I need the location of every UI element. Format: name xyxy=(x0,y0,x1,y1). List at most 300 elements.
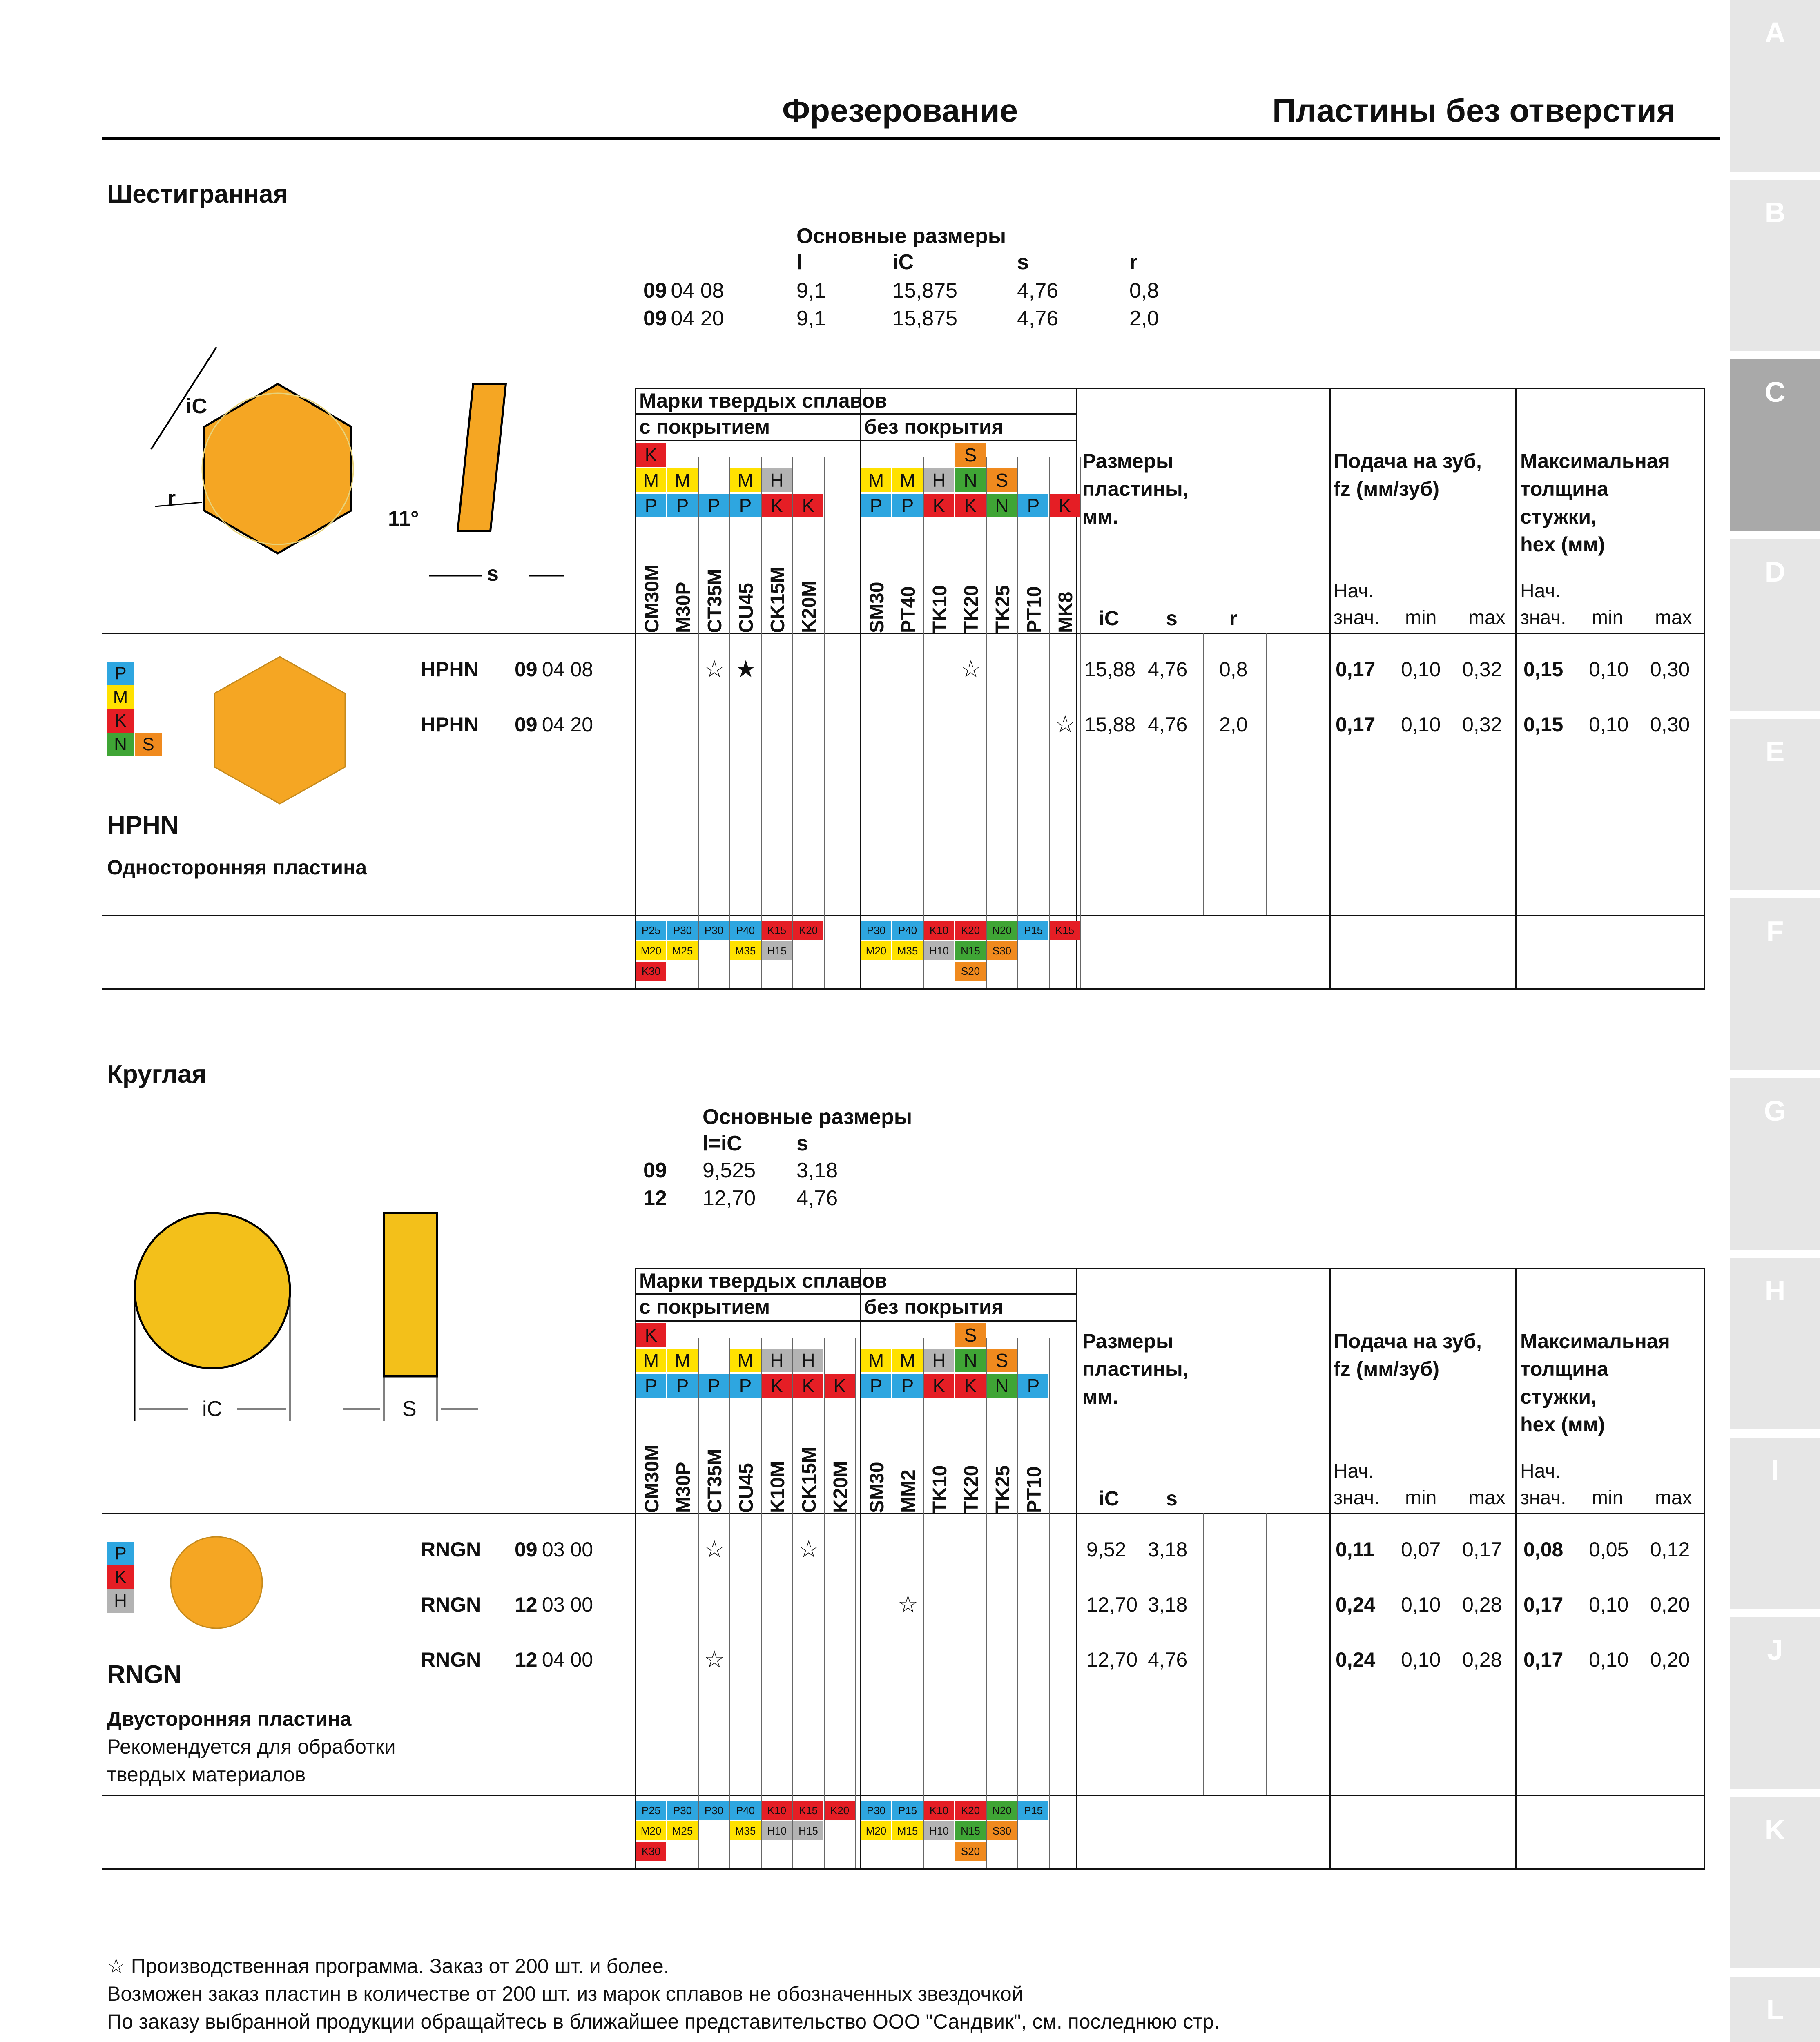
feed-title: fz (мм/зуб) xyxy=(1334,477,1440,500)
row-fz-min: 0,10 xyxy=(1401,1648,1441,1671)
grade-name: SM30 xyxy=(866,1462,888,1513)
iso-cell-M: M xyxy=(667,468,698,492)
chip-title: hex (мм) xyxy=(1520,533,1605,556)
grade-name: M30P xyxy=(673,582,694,633)
dim-ic-label-2: iC xyxy=(202,1397,223,1421)
dim-r-label: r xyxy=(167,486,176,510)
row-type: HPHN xyxy=(421,713,479,736)
iso-cell-P: P xyxy=(699,1374,729,1398)
row-r: 2,0 xyxy=(1219,713,1248,736)
iso-cell-K: K xyxy=(636,1323,666,1347)
grades-rule xyxy=(635,413,1076,415)
iso-cell-H: H xyxy=(924,468,954,492)
row-r: 0,8 xyxy=(1219,658,1248,681)
grade-mark: ☆ xyxy=(798,1536,819,1563)
dims-col: l=iC xyxy=(703,1132,742,1155)
iso-cell-K: K xyxy=(793,1374,823,1398)
dims-value: 9,1 xyxy=(796,279,826,303)
equiv-grade: P30 xyxy=(861,921,891,940)
row-h-max: 0,20 xyxy=(1650,1648,1690,1671)
row-code: 12 xyxy=(515,1648,538,1671)
iso-cell-P: P xyxy=(1018,494,1048,517)
iso-cell-M: M xyxy=(636,468,666,492)
grade-name: CM30M xyxy=(641,1444,663,1513)
grade-col-rule xyxy=(698,1338,699,1868)
dims-heading-2: Основные размеры xyxy=(703,1105,912,1129)
grade-name: TK10 xyxy=(929,585,951,633)
table-col-rule xyxy=(1515,1268,1517,1868)
row-code: 12 xyxy=(515,1593,538,1616)
row-h-min: 0,10 xyxy=(1589,713,1629,736)
row-type: HPHN xyxy=(421,658,479,681)
grade-mark: ☆ xyxy=(897,1591,919,1618)
chip-title: толщина xyxy=(1520,1358,1608,1380)
dims-col: iC xyxy=(892,250,914,274)
grade-col-rule xyxy=(729,457,730,988)
iso-cell-M: M xyxy=(730,1349,761,1372)
equiv-grade: P15 xyxy=(1018,1801,1048,1820)
dims-value: 15,875 xyxy=(892,307,958,330)
grade-name: K10M xyxy=(767,1460,789,1513)
table-header-rule xyxy=(102,1513,1705,1514)
equiv-grade: S20 xyxy=(955,1842,986,1861)
coated-title: с покрытием xyxy=(639,1295,770,1318)
equiv-grade: N15 xyxy=(955,1821,986,1840)
dims-code: 04 20 xyxy=(665,307,724,330)
iso-tag-H: H xyxy=(107,1589,134,1613)
iso-cell-P: P xyxy=(861,1374,891,1398)
iso-tag-P: P xyxy=(107,1542,134,1565)
table-body-rule xyxy=(102,1795,1705,1796)
row-h-max: 0,20 xyxy=(1650,1593,1690,1616)
iso-tag-K: K xyxy=(107,1565,134,1589)
table-col-rule xyxy=(1329,1268,1331,1868)
iso-cell-P: P xyxy=(699,494,729,517)
row-fz-min: 0,10 xyxy=(1401,1593,1441,1616)
grade-col-rule xyxy=(729,1338,730,1868)
dims-heading: Основные размеры xyxy=(796,224,1006,248)
tab-f[interactable]: F xyxy=(1730,898,1820,1070)
grade-name: K20M xyxy=(830,1460,852,1513)
row-h-min: 0,05 xyxy=(1589,1538,1629,1561)
grade-col-rule xyxy=(923,1338,924,1868)
grade-name: MK8 xyxy=(1055,591,1077,633)
row-fz-start: 0,17 xyxy=(1336,658,1376,681)
dims-col: l xyxy=(796,250,803,274)
dims-value: 4,76 xyxy=(1017,279,1059,303)
grade-col-rule xyxy=(1017,457,1018,988)
grade-name: M30P xyxy=(673,1462,694,1513)
grade-col-rule xyxy=(1080,457,1081,988)
equiv-grade: P40 xyxy=(730,1801,761,1820)
iso-cell-N: N xyxy=(955,1349,986,1372)
tab-b[interactable]: B xyxy=(1730,180,1820,351)
equiv-grade: P30 xyxy=(861,1801,891,1820)
row-code: 09 xyxy=(515,1538,538,1561)
grade-name: SM30 xyxy=(866,582,888,633)
feed-title: fz (мм/зуб) xyxy=(1334,1358,1440,1380)
equiv-grade: S30 xyxy=(987,1821,1017,1840)
iso-cell-H: H xyxy=(793,1349,823,1372)
row-h-max: 0,12 xyxy=(1650,1538,1690,1561)
grade-col-rule xyxy=(792,457,793,988)
row-fz-min: 0,10 xyxy=(1401,713,1441,736)
grade-col-rule xyxy=(824,1338,825,1868)
tab-a[interactable]: A xyxy=(1730,0,1820,172)
iso-cell-K: K xyxy=(762,494,792,517)
footnote-3: По заказу выбранной продукции обращайтесь в ближайшее представительство ООО "Сандвик", см. последнюю стр. xyxy=(107,2010,1220,2033)
iso-cell-M: M xyxy=(892,1349,923,1372)
tab-h[interactable]: H xyxy=(1730,1258,1820,1429)
equiv-grade: M25 xyxy=(667,1821,698,1840)
grade-col-rule xyxy=(824,457,825,988)
tab-k[interactable]: K xyxy=(1730,1797,1820,1968)
equiv-grade: K10 xyxy=(924,1801,954,1820)
iso-cell-H: H xyxy=(924,1349,954,1372)
header-rule xyxy=(102,137,1720,140)
row-code: 03 00 xyxy=(536,1538,593,1561)
start-label: знач. xyxy=(1520,607,1566,629)
equiv-grade: K15 xyxy=(793,1801,823,1820)
equiv-grade: M20 xyxy=(861,1821,891,1840)
grade-mark: ☆ xyxy=(960,656,981,682)
hphn-insert-icon xyxy=(210,653,349,805)
size-col-header: s xyxy=(1166,607,1178,630)
iso-cell-N: N xyxy=(987,1374,1017,1398)
iso-cell-P: P xyxy=(892,1374,923,1398)
row-fz-start: 0,24 xyxy=(1336,1648,1376,1671)
rngn-insert-icon xyxy=(167,1534,265,1632)
equiv-grade: K20 xyxy=(955,921,986,940)
grade-name: TK10 xyxy=(929,1465,951,1513)
size-col-rule xyxy=(1266,633,1267,915)
chip-title: Максимальная xyxy=(1520,450,1670,473)
grade-mark: ★ xyxy=(735,656,756,682)
start-label: знач. xyxy=(1520,1487,1566,1509)
size-col-header: s xyxy=(1166,1487,1178,1510)
iso-cell-P: P xyxy=(730,1374,761,1398)
size-col-rule xyxy=(1266,1513,1267,1795)
row-fz-max: 0,28 xyxy=(1462,1648,1502,1671)
grade-name: PT10 xyxy=(1024,1466,1045,1513)
row-h-min: 0,10 xyxy=(1589,658,1629,681)
insert-desc: твердых материалов xyxy=(107,1763,306,1786)
equiv-grade: M25 xyxy=(667,941,698,960)
equiv-grade: P15 xyxy=(1018,921,1048,940)
grade-col-rule xyxy=(1049,457,1050,988)
row-code: 04 00 xyxy=(536,1648,593,1671)
iso-cell-P: P xyxy=(667,1374,698,1398)
iso-tag-S: S xyxy=(135,733,162,756)
row-h-start: 0,17 xyxy=(1523,1593,1564,1616)
dims-col: s xyxy=(1017,250,1029,274)
equiv-grade: K10 xyxy=(924,921,954,940)
equiv-grade: H10 xyxy=(924,941,954,960)
insert-desc: Рекомендуется для обработки xyxy=(107,1735,396,1758)
table-col-rule xyxy=(1704,1268,1705,1868)
insert-name: RNGN xyxy=(107,1661,182,1689)
uncoated-title: без покрытия xyxy=(864,415,1004,438)
section-title-hex: Шестигранная xyxy=(107,180,288,208)
dims-value: 4,76 xyxy=(796,1186,838,1210)
grade-name: MM2 xyxy=(898,1469,919,1513)
min-label: min xyxy=(1592,607,1624,629)
equiv-grade: P40 xyxy=(730,921,761,940)
dims-col: r xyxy=(1129,250,1138,274)
row-fz-min: 0,10 xyxy=(1401,658,1441,681)
size-col-rule xyxy=(1203,1513,1204,1795)
start-label: Нач. xyxy=(1520,1460,1561,1482)
row-fz-max: 0,32 xyxy=(1462,713,1502,736)
equiv-grade: K15 xyxy=(762,921,792,940)
grade-name: TK25 xyxy=(992,585,1014,633)
dims-col: s xyxy=(796,1132,808,1155)
equiv-grade: P25 xyxy=(636,921,666,940)
iso-cell-M: M xyxy=(667,1349,698,1372)
grade-mark: ☆ xyxy=(704,1646,725,1673)
grades-title: Марки твердых сплавов xyxy=(639,1269,888,1292)
iso-tag-K: K xyxy=(107,709,134,733)
iso-cell-K: K xyxy=(955,1374,986,1398)
max-label: max xyxy=(1655,1487,1692,1509)
iso-cell-P: P xyxy=(667,494,698,517)
grade-mark: ☆ xyxy=(704,656,725,682)
uncoated-title: без покрытия xyxy=(864,1295,1004,1318)
table-col-rule xyxy=(1515,388,1517,988)
insert-desc: Односторонняя пластина xyxy=(107,856,367,879)
grade-name: PT40 xyxy=(898,586,919,633)
size-col-header: iC xyxy=(1099,607,1119,630)
round-insert-drawing xyxy=(123,1201,531,1429)
grade-col-rule xyxy=(855,1338,856,1868)
row-fz-max: 0,17 xyxy=(1462,1538,1502,1561)
chip-title: Максимальная xyxy=(1520,1330,1670,1353)
dims-code: 12 xyxy=(643,1186,667,1210)
coated-title: с покрытием xyxy=(639,415,770,438)
dim-angle-label: 11° xyxy=(388,507,419,531)
max-label: max xyxy=(1655,607,1692,629)
iso-cell-P: P xyxy=(730,494,761,517)
table-bottom-rule xyxy=(102,988,1705,990)
row-fz-max: 0,28 xyxy=(1462,1593,1502,1616)
feed-title: Подача на зуб, xyxy=(1334,1330,1482,1353)
size-col-header: r xyxy=(1229,607,1238,630)
iso-cell-P: P xyxy=(636,1374,666,1398)
dims-value: 2,0 xyxy=(1129,307,1159,330)
insert-desc: Двусторонняя пластина xyxy=(107,1708,352,1730)
size-title: мм. xyxy=(1082,1385,1118,1408)
iso-tag-M: M xyxy=(107,685,134,709)
equiv-grade: M20 xyxy=(861,941,891,960)
dims-value: 9,525 xyxy=(703,1159,756,1182)
equiv-grade: K30 xyxy=(636,1842,666,1861)
row-s: 4,76 xyxy=(1148,1648,1188,1671)
row-ic: 12,70 xyxy=(1086,1648,1138,1671)
equiv-grade: K20 xyxy=(955,1801,986,1820)
equiv-grade: M35 xyxy=(730,941,761,960)
grade-mark: ☆ xyxy=(704,1536,725,1563)
iso-cell-K: K xyxy=(1050,494,1080,517)
row-h-start: 0,15 xyxy=(1523,658,1564,681)
equiv-grade: H10 xyxy=(924,1821,954,1840)
row-s: 3,18 xyxy=(1148,1593,1188,1616)
grade-mark: ☆ xyxy=(1055,711,1076,738)
dims-value: 3,18 xyxy=(796,1159,838,1182)
row-s: 4,76 xyxy=(1148,713,1188,736)
grade-col-rule xyxy=(923,457,924,988)
tab-d[interactable]: D xyxy=(1730,539,1820,711)
page-section-title: Фрезерование xyxy=(782,92,1018,129)
footnote-2: Возможен заказ пластин в количестве от 200 шт. из марок сплавов не обозначенных звездочкой xyxy=(107,1982,1023,2005)
equiv-grade: M20 xyxy=(636,1821,666,1840)
equiv-grade: K15 xyxy=(1050,921,1080,940)
equiv-grade: P30 xyxy=(699,921,729,940)
equiv-grade: P15 xyxy=(892,1801,923,1820)
grade-name: K20M xyxy=(798,580,820,633)
iso-cell-P: P xyxy=(1018,1374,1048,1398)
tab-j[interactable]: J xyxy=(1730,1617,1820,1789)
start-label: знач. xyxy=(1334,1487,1380,1509)
iso-cell-P: P xyxy=(636,494,666,517)
max-label: max xyxy=(1468,607,1506,629)
table-header-rule xyxy=(102,633,1705,634)
iso-cell-S: S xyxy=(955,443,986,467)
grade-col-rule xyxy=(698,457,699,988)
feed-title: Подача на зуб, xyxy=(1334,450,1482,473)
equiv-grade: P40 xyxy=(892,921,923,940)
equiv-grade: M20 xyxy=(636,941,666,960)
size-col-rule xyxy=(1203,633,1204,915)
chip-title: стужки, xyxy=(1520,1385,1597,1408)
equiv-grade: S20 xyxy=(955,962,986,981)
tab-e[interactable]: E xyxy=(1730,719,1820,890)
iso-cell-H: H xyxy=(762,1349,792,1372)
grade-name: CK15M xyxy=(767,566,789,633)
tab-g[interactable]: G xyxy=(1730,1078,1820,1250)
row-h-start: 0,17 xyxy=(1523,1648,1564,1671)
equiv-grade: H10 xyxy=(762,1821,792,1840)
size-title: Размеры xyxy=(1082,450,1173,473)
equiv-grade: K10 xyxy=(762,1801,792,1820)
row-ic: 12,70 xyxy=(1086,1593,1138,1616)
dims-code: 09 xyxy=(643,307,667,330)
equiv-grade: H15 xyxy=(762,941,792,960)
grade-col-rule xyxy=(986,1338,987,1868)
row-type: RNGN xyxy=(421,1593,481,1616)
equiv-grade: N20 xyxy=(987,921,1017,940)
section-title-round: Круглая xyxy=(107,1060,207,1088)
grade-name: CT35M xyxy=(704,568,726,633)
grade-name: TK20 xyxy=(961,1465,982,1513)
grades-rule xyxy=(635,440,1076,441)
row-fz-start: 0,17 xyxy=(1336,713,1376,736)
dims-value: 9,1 xyxy=(796,307,826,330)
row-type: RNGN xyxy=(421,1538,481,1561)
min-label: min xyxy=(1592,1487,1624,1509)
grade-name: CU45 xyxy=(736,1463,757,1513)
row-fz-start: 0,24 xyxy=(1336,1593,1376,1616)
size-title: пластины, xyxy=(1082,477,1189,500)
equiv-grade: P30 xyxy=(667,921,698,940)
tab-l[interactable]: L xyxy=(1730,1977,1820,2042)
row-h-min: 0,10 xyxy=(1589,1593,1629,1616)
tab-i[interactable]: I xyxy=(1730,1438,1820,1609)
iso-cell-N: N xyxy=(987,494,1017,517)
grades-rule xyxy=(635,1293,1076,1295)
table-col-rule xyxy=(1076,388,1077,988)
insert-name: HPHN xyxy=(107,811,179,839)
equiv-grade: S30 xyxy=(987,941,1017,960)
iso-tag-P: P xyxy=(107,662,134,685)
row-code: 09 xyxy=(515,658,538,681)
row-ic: 9,52 xyxy=(1086,1538,1126,1561)
table-body-rule xyxy=(102,915,1705,916)
grade-name: CM30M xyxy=(641,564,663,633)
min-label: min xyxy=(1405,607,1437,629)
hex-insert-drawing xyxy=(135,339,584,584)
iso-cell-S: S xyxy=(987,1349,1017,1372)
iso-cell-S: S xyxy=(955,1323,986,1347)
grade-col-rule xyxy=(986,457,987,988)
iso-cell-P: P xyxy=(861,494,891,517)
row-code: 03 00 xyxy=(536,1593,593,1616)
iso-cell-M: M xyxy=(861,1349,891,1372)
equiv-grade: P30 xyxy=(699,1801,729,1820)
iso-tag-N: N xyxy=(107,733,134,756)
dims-code: 09 xyxy=(643,279,667,303)
start-label: Нач. xyxy=(1334,1460,1374,1482)
iso-cell-H: H xyxy=(762,468,792,492)
iso-cell-M: M xyxy=(861,468,891,492)
grade-name: TK20 xyxy=(961,585,982,633)
iso-cell-K: K xyxy=(955,494,986,517)
equiv-grade: N20 xyxy=(987,1801,1017,1820)
table-bottom-rule xyxy=(102,1868,1705,1870)
row-h-min: 0,10 xyxy=(1589,1648,1629,1671)
row-code: 09 xyxy=(515,713,538,736)
grades-title: Марки твердых сплавов xyxy=(639,389,888,412)
iso-cell-K: K xyxy=(924,494,954,517)
row-s: 4,76 xyxy=(1148,658,1188,681)
row-h-max: 0,30 xyxy=(1650,713,1690,736)
row-fz-min: 0,07 xyxy=(1401,1538,1441,1561)
dims-code: 09 xyxy=(643,1159,667,1182)
row-fz-start: 0,11 xyxy=(1336,1538,1374,1561)
grade-col-rule xyxy=(1049,1338,1050,1868)
size-col-header: iC xyxy=(1099,1487,1119,1510)
grade-name: CK15M xyxy=(798,1447,820,1513)
equiv-grade: M35 xyxy=(892,941,923,960)
footnote-1: ☆ Производственная программа. Заказ от 200 шт. и более. xyxy=(107,1955,669,1977)
iso-cell-K: K xyxy=(793,494,823,517)
equiv-grade: P30 xyxy=(667,1801,698,1820)
table-col-rule xyxy=(1704,388,1705,988)
iso-cell-K: K xyxy=(636,443,666,467)
iso-cell-M: M xyxy=(892,468,923,492)
max-label: max xyxy=(1468,1487,1506,1509)
min-label: min xyxy=(1405,1487,1437,1509)
equiv-grade: K20 xyxy=(825,1801,855,1820)
iso-cell-M: M xyxy=(636,1349,666,1372)
grade-col-rule xyxy=(761,1338,762,1868)
row-h-start: 0,15 xyxy=(1523,713,1564,736)
dims-code: 04 08 xyxy=(665,279,724,303)
iso-cell-K: K xyxy=(825,1374,855,1398)
equiv-grade: P25 xyxy=(636,1801,666,1820)
grade-col-rule xyxy=(1017,1338,1018,1868)
tab-c[interactable]: C xyxy=(1730,359,1820,531)
dim-ic-label: iC xyxy=(186,395,207,418)
